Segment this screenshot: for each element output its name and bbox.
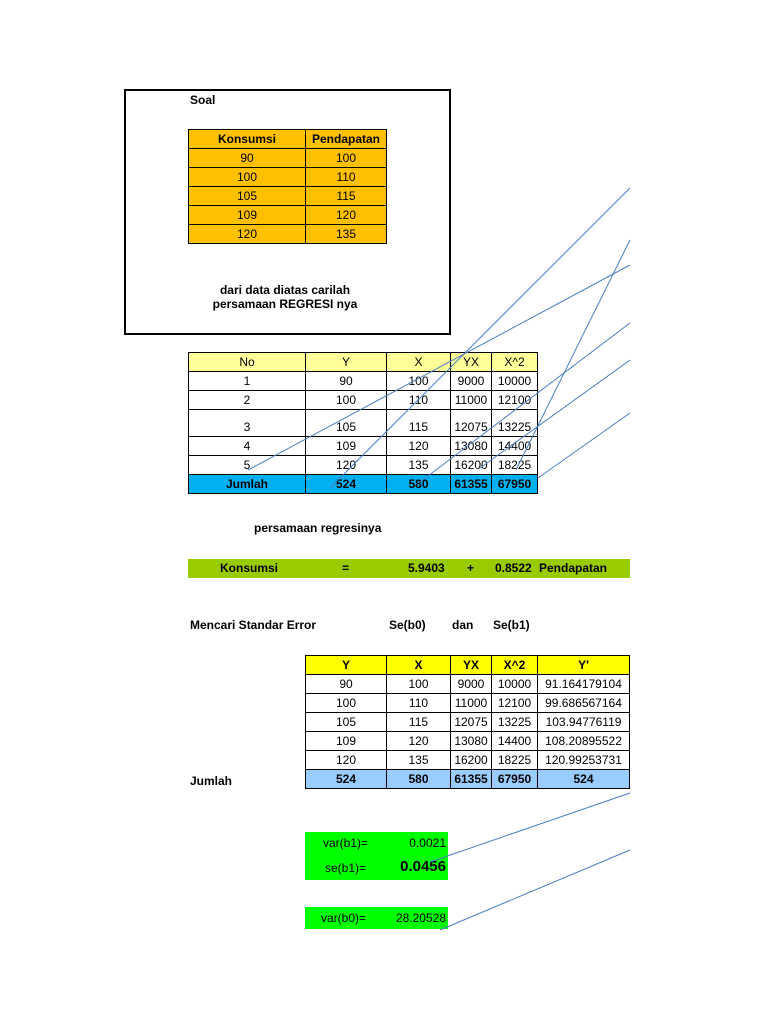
table-cell: 13080: [451, 437, 492, 456]
table-cell: 135: [387, 751, 451, 770]
column-header: Y: [306, 656, 387, 675]
table-cell: 105: [306, 410, 387, 437]
table-cell: 120: [306, 751, 387, 770]
equation-rhs: Pendapatan: [539, 561, 608, 575]
total-cell: 524: [306, 770, 387, 789]
table-cell: 12075: [451, 713, 492, 732]
table-cell: 135: [306, 225, 387, 244]
total-cell: 580: [387, 770, 451, 789]
var-b0-value: 28.20528: [395, 911, 446, 925]
table-cell: 9000: [451, 675, 492, 694]
table-cell: 13225: [492, 410, 538, 437]
instruction-line: dari data diatas carilah: [219, 283, 351, 297]
table-cell: 13225: [492, 713, 538, 732]
se-b0-label: Se(b0): [389, 618, 426, 632]
standard-error-label: Mencari Standar Error: [190, 618, 317, 632]
annotation-line: [248, 265, 630, 470]
annotation-line: [440, 850, 630, 930]
table-cell: 12100: [492, 694, 538, 713]
table-cell: 90: [189, 149, 306, 168]
table-cell: 100: [306, 694, 387, 713]
table-cell: 13080: [451, 732, 492, 751]
annotation-line: [480, 360, 630, 468]
column-header: Y: [306, 353, 387, 372]
table-cell: 14400: [492, 732, 538, 751]
column-header: X^2: [492, 656, 538, 675]
table-cell: 135: [387, 456, 451, 475]
table-cell: 108.20895522: [538, 732, 630, 751]
total-cell: 61355: [451, 475, 492, 494]
column-header: YX: [451, 353, 492, 372]
total-cell: 67950: [492, 475, 538, 494]
column-header: Pendapatan: [306, 130, 387, 149]
table-cell: 103.94776119: [538, 713, 630, 732]
table-cell: 100: [387, 675, 451, 694]
table-cell: 120: [306, 456, 387, 475]
total-cell: 524: [538, 770, 630, 789]
table-cell: 16200: [451, 751, 492, 770]
table-cell: 110: [387, 694, 451, 713]
table-cell: 3: [189, 410, 306, 437]
table-cell: 120: [306, 206, 387, 225]
equation-plus: +: [467, 561, 475, 575]
regression-caption: persamaan regresinya: [254, 521, 382, 535]
table-cell: 110: [306, 168, 387, 187]
table-cell: 100: [306, 391, 387, 410]
column-header: X: [387, 353, 451, 372]
var-b1-label: var(b1)=: [323, 836, 369, 850]
table-cell: 5: [189, 456, 306, 475]
total-cell: 524: [306, 475, 387, 494]
equation-lhs: Konsumsi: [220, 561, 279, 575]
column-header: Konsumsi: [189, 130, 306, 149]
equation-equals: =: [342, 561, 350, 575]
table-cell: 12075: [451, 410, 492, 437]
table-cell: 109: [306, 437, 387, 456]
table-cell: 91.164179104: [538, 675, 630, 694]
table-cell: 14400: [492, 437, 538, 456]
table-cell: 109: [306, 732, 387, 751]
table-cell: 115: [387, 410, 451, 437]
table-cell: 120: [189, 225, 306, 244]
table-cell: 2: [189, 391, 306, 410]
var-b1-value: 0.0021: [409, 836, 446, 850]
table-cell: 105: [189, 187, 306, 206]
table-cell: 115: [387, 713, 451, 732]
table-cell: 110: [387, 391, 451, 410]
se-b1-value: 0.0456: [400, 858, 446, 875]
table-cell: 120: [387, 732, 451, 751]
column-header: X: [387, 656, 451, 675]
table-cell: 90: [306, 675, 387, 694]
annotation-line: [330, 188, 630, 488]
annotation-line: [538, 413, 630, 478]
table-cell: 1: [189, 372, 306, 391]
column-header: No: [189, 353, 306, 372]
se-b1-label: se(b1)=: [325, 861, 367, 875]
table-cell: 18225: [492, 456, 538, 475]
equation-intercept: 5.9403: [408, 561, 445, 575]
total-label: Jumlah: [190, 774, 233, 788]
column-header: X^2: [492, 353, 538, 372]
table-cell: 11000: [451, 391, 492, 410]
table-cell: 100: [306, 149, 387, 168]
table-cell: 109: [189, 206, 306, 225]
total-cell: 61355: [451, 770, 492, 789]
table-cell: 105: [306, 713, 387, 732]
var-b0-label: var(b0)=: [321, 911, 367, 925]
table-cell: 12100: [492, 391, 538, 410]
table-cell: 120: [387, 437, 451, 456]
conjunction-label: dan: [452, 618, 474, 632]
equation-slope: 0.8522: [495, 561, 532, 575]
total-cell: 67950: [492, 770, 538, 789]
instruction-line: persamaan REGRESI nya: [212, 297, 358, 311]
table-cell: 18225: [492, 751, 538, 770]
table-cell: 115: [306, 187, 387, 206]
table-cell: 10000: [492, 675, 538, 694]
se-b1-label: Se(b1): [493, 618, 530, 632]
table-cell: 100: [189, 168, 306, 187]
table-cell: 16200: [451, 456, 492, 475]
column-header: Y': [538, 656, 630, 675]
annotation-line: [430, 793, 630, 862]
total-label: Jumlah: [189, 475, 306, 494]
table-cell: 120.99253731: [538, 751, 630, 770]
table-cell: 4: [189, 437, 306, 456]
annotation-line: [420, 323, 630, 482]
table-cell: 99.686567164: [538, 694, 630, 713]
table-cell: 11000: [451, 694, 492, 713]
problem-title: Soal: [190, 93, 216, 107]
table-cell: 100: [387, 372, 451, 391]
table-cell: 9000: [451, 372, 492, 391]
total-cell: 580: [387, 475, 451, 494]
column-header: YX: [451, 656, 492, 675]
table-cell: 90: [306, 372, 387, 391]
table-cell: 10000: [492, 372, 538, 391]
